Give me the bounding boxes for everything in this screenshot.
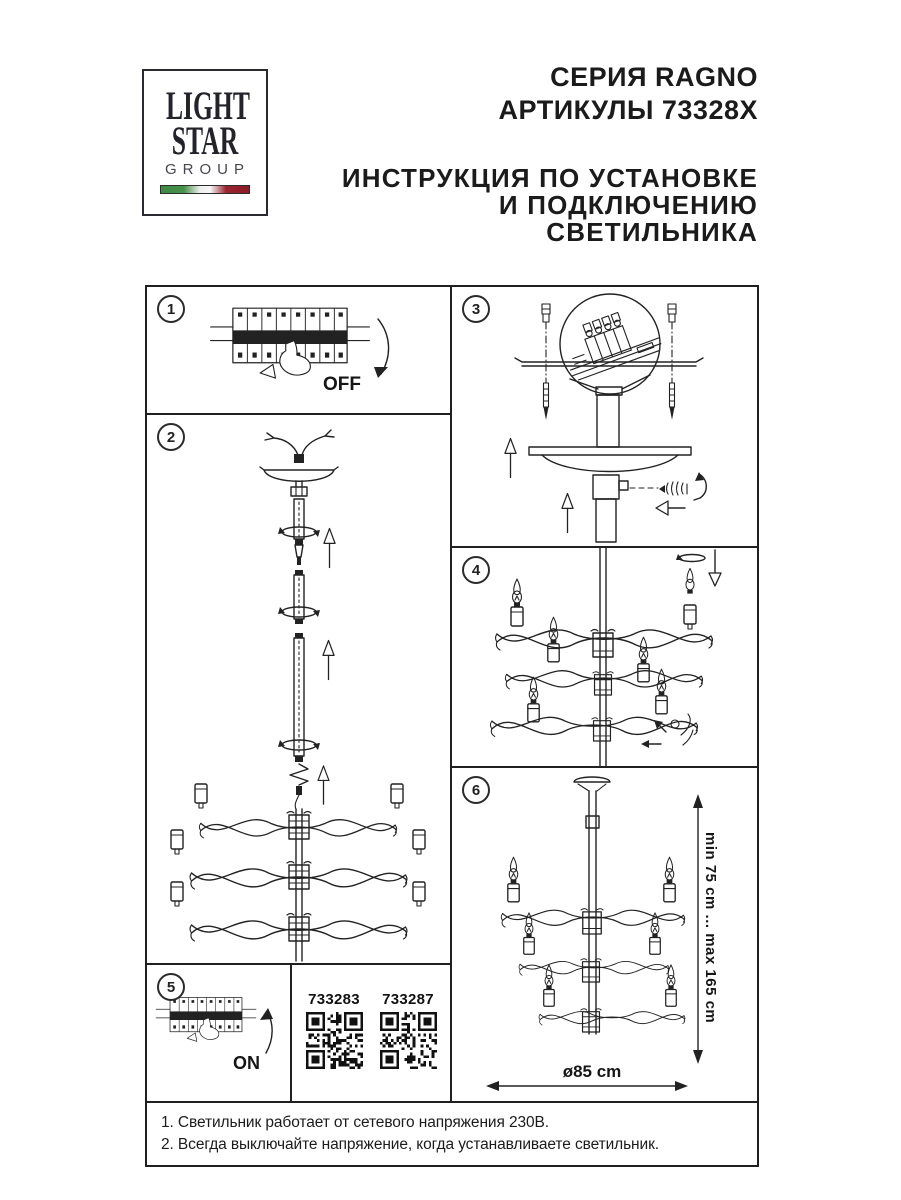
qr-column-right: [378, 991, 438, 1101]
on-label: ON: [233, 1053, 260, 1073]
article-code-733287: 733287: [382, 991, 434, 1008]
off-label: OFF: [323, 374, 361, 395]
lightstar-logo: [142, 69, 268, 216]
series-title: СЕРИЯ RAGNO: [550, 62, 758, 92]
step-4-badge: 4: [462, 556, 490, 584]
instruction-title-line2: И ПОДКЛЮЧЕНИЮ СВЕТИЛЬНИКА: [498, 190, 758, 247]
step-4-panel: [450, 546, 759, 768]
logo-word-light: LIGHT: [165, 83, 250, 128]
step-5-badge: 5: [157, 973, 185, 1001]
qr-code-733287: [380, 1012, 437, 1069]
step-5-panel: [145, 963, 292, 1103]
step-2-badge: 2: [157, 423, 185, 451]
step-3-panel: [450, 285, 759, 548]
qr-code-733283: [306, 1012, 363, 1069]
instruction-title-line1: ИНСТРУКЦИЯ ПО УСТАНОВКЕ: [341, 163, 758, 193]
step-6-panel: [450, 766, 759, 1103]
articles-title: АРТИКУЛЫ 73328X: [498, 95, 758, 125]
step-1-badge: 1: [157, 295, 185, 323]
italian-flag-bar: [160, 185, 250, 194]
qr-column-left: [304, 991, 364, 1101]
ceiling-mount-illustration: [452, 287, 757, 546]
header-title-block: [300, 61, 758, 246]
notes-box: [145, 1101, 759, 1167]
step-2-panel: [145, 413, 452, 965]
logo-word-star: STAR: [171, 118, 239, 163]
step-1-panel: [145, 285, 452, 415]
bulb-install-illustration: [452, 548, 757, 766]
height-range-dimension: min 75 cm ... max 165 cm: [702, 832, 719, 1024]
diameter-dimension: ø85 cm: [562, 1062, 622, 1081]
breaker-off-illustration: [147, 287, 450, 413]
note-line-1: 1. Светильник работает от сетевого напряжения 230В.: [161, 1114, 549, 1131]
note-line-2: 2. Всегда выключайте напряжение, когда устанавливаете светильник.: [161, 1136, 659, 1153]
logo-word-group: GROUP: [164, 161, 250, 178]
step-6-badge: 6: [462, 776, 490, 804]
article-code-733283: 733283: [308, 991, 360, 1008]
rod-assembly-illustration: [147, 415, 450, 963]
step-3-badge: 3: [462, 295, 490, 323]
qr-panel: [290, 963, 452, 1103]
